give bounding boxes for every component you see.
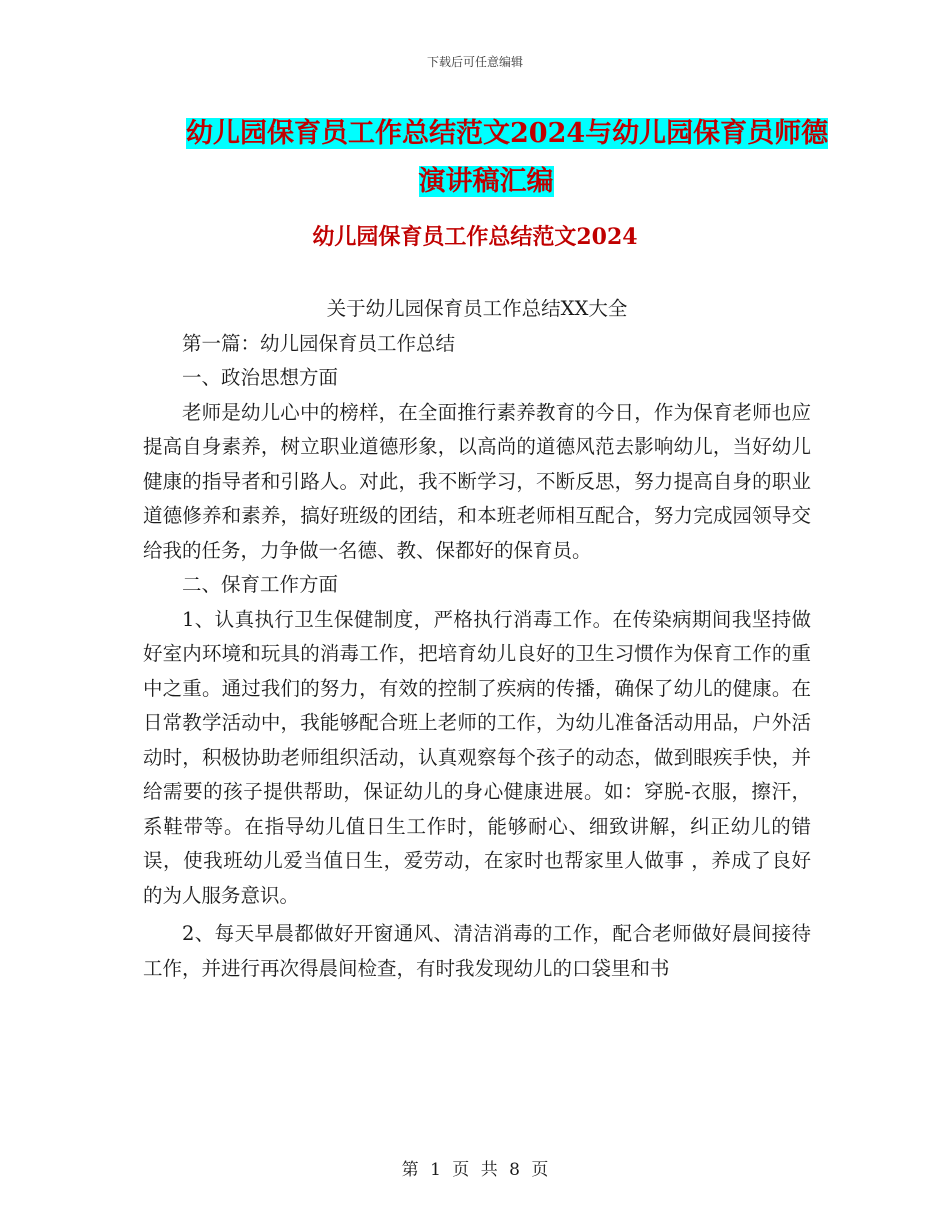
section1-paragraph: 老师是幼儿心中的榜样，在全面推行素养教育的今日，作为保育老师也应提高自身素养，树立职业道德形象，以高尚的道德风范去影响幼儿，当好幼儿健康的指导者和引路人。对此，我不断学习，不断反思，努力提高自身的职业道德修养和素养，搞好班级的团结，和本班老师相互配合，努力完成园领导交给我的任务，力争做一名德、教、保都好的保育员。 xyxy=(143,400,811,562)
title-line-1 xyxy=(140,110,840,158)
header-note: 下载后可任意编辑 xyxy=(426,55,523,69)
section-subtitle: 幼儿园保育员工作总结范文2024 xyxy=(312,224,638,250)
item2-paragraph: 2、每天早晨都做好开窗通风、清洁消毒的工作，配合老师做好晨间接待工作，并进行再次得晨间检查，有时我发现幼儿的口袋里和书 xyxy=(143,922,811,980)
document-body xyxy=(143,292,811,986)
document-title xyxy=(140,110,840,206)
lead-line: 关于幼儿园保育员工作总结XX大全 xyxy=(326,297,628,320)
part1-heading: 第一篇：幼儿园保育员工作总结 xyxy=(182,331,456,355)
title-line-2 xyxy=(140,158,840,206)
section1-heading: 一、政治思想方面 xyxy=(182,366,339,389)
item1-paragraph: 1、认真执行卫生保健制度，严格执行消毒工作。在传染病期间我坚持做好室内环境和玩具的消毒工作，把培育幼儿良好的卫生习惯作为保育工作的重中之重。通过我们的努力，有效的控制了疾病的传播，确保了幼儿的健康。在日常教学活动中，我能够配合班上老师的工作，为幼儿准备活动用品，户外活动时，积极协助老师组织活动，认真观察每个孩子的动态，做到眼疾手快，并给需要的孩子提供帮助，保证幼儿的身心健康进展。如：穿脱-衣服，擦汗，系鞋带等。在指导幼儿值日生工作时，能够耐心、细致讲解，纠正幼儿的错误，使我班幼儿爱当值日生，爱劳动，在家时也帮家里人做事 ，养成了良好的为人服务意识。 xyxy=(143,607,811,907)
page-footer: 第 1 页 共 8 页 xyxy=(401,1160,549,1180)
section2-heading: 二、保育工作方面 xyxy=(182,573,339,596)
title-line-2-text: 演讲稿汇编 xyxy=(418,166,554,197)
title-line-1-text: 幼儿园保育员工作总结范文2024与幼儿园保育员师德 xyxy=(186,118,829,149)
